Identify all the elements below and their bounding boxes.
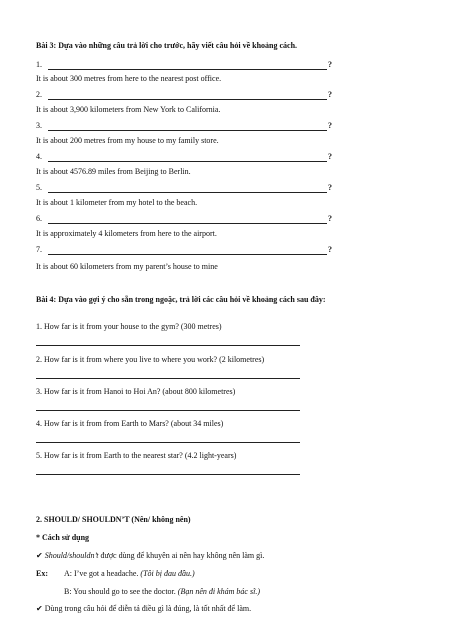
given-answer: It is about 1 kilometer from my hotel to the beach. <box>36 198 198 207</box>
answer-line[interactable] <box>36 378 300 379</box>
question-mark: ? <box>328 214 332 223</box>
question-mark: ? <box>328 90 332 99</box>
usage-term: Should/shouldn’t <box>44 551 99 560</box>
check-icon: ✔ <box>36 604 43 613</box>
usage-text: Dùng trong câu hỏi để diễn tả điều gì là đúng, là tốt nhất để làm. <box>44 604 252 613</box>
example-b-text: B: You should go to see the doctor. <box>64 587 178 596</box>
example-a-translation: (Tôi bị đau đầu.) <box>140 569 195 578</box>
given-answer: It is about 3,900 kilometers from New York to California. <box>36 105 221 114</box>
answer-line[interactable] <box>48 69 327 70</box>
given-answer: It is about 4576.89 miles from Beijing to Berlin. <box>36 167 191 176</box>
question-mark: ? <box>328 183 332 192</box>
example-a-text: A: I’ve got a headache. <box>64 569 141 578</box>
answer-line[interactable] <box>36 442 300 443</box>
bai4-question: 3. How far is it from Hanoi to Hoi An? (about 800 kilometres) <box>36 387 236 396</box>
item-number: 6. <box>36 214 42 223</box>
bai4-question: 4. How far is it from from Earth to Mars? (about 34 miles) <box>36 419 224 428</box>
bai4-question: 1. How far is it from your house to the gym? (300 metres) <box>36 322 222 331</box>
item-number: 7. <box>36 245 42 254</box>
bai4-question: 5. How far is it from Earth to the nearest star? (4.2 light-years) <box>36 451 237 460</box>
item-number: 1. <box>36 60 42 69</box>
given-answer: It is about 60 kilometers from my parent’s house to mine <box>36 262 218 271</box>
item-number: 4. <box>36 152 42 161</box>
check-icon: ✔ <box>36 551 43 560</box>
item-number: 5. <box>36 183 42 192</box>
example-a <box>64 569 195 578</box>
item-number: 3. <box>36 121 42 130</box>
given-answer: It is about 200 metres from my house to my family store. <box>36 136 219 145</box>
bai4-question: 2. How far is it from where you live to where you work? (2 kilometres) <box>36 355 265 364</box>
item-number: 2. <box>36 90 42 99</box>
answer-line[interactable] <box>48 223 327 224</box>
question-mark: ? <box>328 152 332 161</box>
example-b-translation: (Bạn nên đi khám bác sĩ.) <box>177 587 260 596</box>
answer-line[interactable] <box>48 130 327 131</box>
answer-line[interactable] <box>36 474 300 475</box>
bai3-title: Bài 3: Dựa vào những câu trả lời cho trước, hãy viết câu hỏi về khoảng cách. <box>36 41 298 50</box>
answer-line[interactable] <box>48 161 327 162</box>
answer-line[interactable] <box>48 99 327 100</box>
example-b <box>64 587 260 596</box>
answer-line[interactable] <box>48 192 327 193</box>
given-answer: It is approximately 4 kilometers from here to the airport. <box>36 229 217 238</box>
answer-line[interactable] <box>48 254 327 255</box>
bai4-title: Bài 4: Dựa vào gợi ý cho sẵn trong ngoặc, trả lời các câu hỏi về khoảng cách sau đây: <box>36 295 326 304</box>
usage-line-2 <box>36 604 251 613</box>
usage-text: được dùng để khuyên ai nên hay không nên làm gì. <box>98 551 265 560</box>
example-label: Ex: <box>36 569 48 578</box>
question-mark: ? <box>328 121 332 130</box>
question-mark: ? <box>328 245 332 254</box>
answer-line[interactable] <box>36 410 300 411</box>
usage-line-1 <box>36 551 264 560</box>
given-answer: It is about 300 metres from here to the nearest post office. <box>36 74 222 83</box>
usage-heading: * Cách sử dụng <box>36 533 90 542</box>
section-heading: 2. SHOULD/ SHOULDN’T (Nên/ không nên) <box>36 515 191 524</box>
answer-line[interactable] <box>36 345 300 346</box>
question-mark: ? <box>328 60 332 69</box>
